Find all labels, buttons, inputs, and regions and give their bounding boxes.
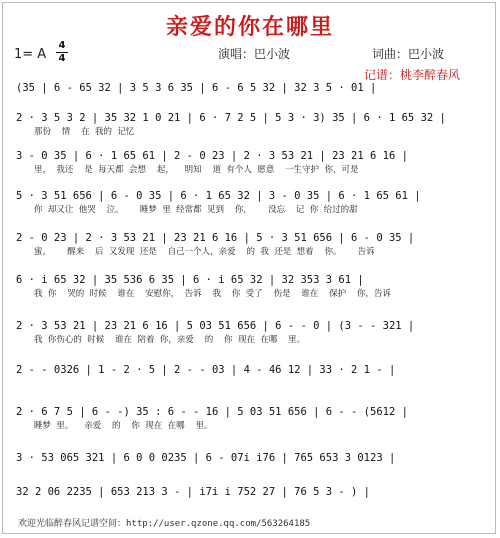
lyric-line-9: 睡梦 里。 亲爱 的 你 现在 在哪 里。 (34, 421, 213, 431)
notation-line-6: 6 · i 65 32 | 35 536 6 35 | 6 · i 65 32 | 32 353 3 61 | (16, 274, 364, 286)
notation-line-11: 32 2 06 2235 | 653 213 3 - | i7i i 752 27 | 76 5 3 - ) | (16, 486, 371, 498)
lyric-line-1 (34, 96, 486, 108)
lyric-line-5: 蜜， 醒来 后 又发现 还是 自己一个人，亲爱 的 我 还是 想着 你。 告诉 (34, 247, 375, 257)
notation-line-5: 2 - 0 23 | 2 · 3 53 21 | 23 21 6 16 | 5 · 3 51 656 | 6 - 0 35 | (16, 232, 415, 244)
lyric-line-4: 你 却又让 他哭 泣。 睡梦 里 经常都 见到 你， 没忘 记 你 给过的甜 (34, 205, 358, 215)
song-title: 亲爱的你在哪里 (165, 14, 334, 40)
notation-line-1: (35 | 6 - 65 32 | 3 5 3 6 35 | 6 - 6 5 32 | 32 3 5 · 01 | (16, 82, 377, 94)
recorder-credit: 记谱：桃李醉春风 (364, 68, 461, 82)
notation-line-4: 5 · 3 51 656 | 6 - 0 35 | 6 · 1 65 32 | 3 - 0 35 | 6 · 1 65 61 | (16, 190, 421, 202)
lyric-line-2: 那份 情 在 我的 记忆 (34, 127, 135, 137)
notation-line-3: 3 - 0 35 | 6 · 1 65 61 | 2 - 0 23 | 2 · 3 53 21 | 23 21 6 16 | (16, 150, 408, 162)
lyric-line-7: 我 你伤心的 时候 谁在 陪着 你，亲爱 的 你 现在 在哪 里。 (34, 335, 306, 345)
time-signature (56, 41, 68, 64)
notation-line-9: 2 · 6 7 5 | 6 - -) 35 : 6 - - 16 | 5 03 51 656 | 6 - - (5612 | (16, 406, 408, 418)
notation-line-8: 2 - - 0326 | 1 - 2 · 5 | 2 - - 03 | 4 - 46 12 | 33 · 2 1 - | (16, 364, 396, 376)
notation-line-10: 3 · 53 065 321 | 6 0 0 0235 | 6 - 07i i76 | 765 653 3 0123 | (16, 452, 396, 464)
lyric-line-10 (34, 466, 486, 478)
footer-link-text: 欢迎光临醉春风记谱空间：http://user.qzone.qq.com/563264185 (18, 519, 311, 529)
lyric-line-6: 我 你 哭的 时候 谁在 安慰你， 告诉 我 你 受了 伤是 谁在 保护 你，告诉 (34, 289, 391, 299)
lyric-line-11 (34, 500, 486, 512)
lyric-line-3: 里， 我还 是 每天都 会想 起， 明知 道 有个人 愿意 一生守护 你，可是 (34, 165, 359, 175)
notation-line-7: 2 · 3 53 21 | 23 21 6 16 | 5 03 51 656 | 6 - - 0 | (3 - - 321 | (16, 320, 415, 332)
singer-credit: 演唱：巴小波 (218, 47, 291, 61)
time-signature-bottom: 4 (58, 53, 66, 64)
lyric-line-8 (34, 378, 486, 390)
lyricist-credit: 词曲：巴小波 (372, 47, 445, 61)
notation-line-2: 2 · 3 5 3 2 | 35 32 1 0 21 | 6 · 7 2 5 | 5 3 · 3) 35 | 6 · 1 65 32 | (16, 112, 446, 124)
time-signature-top: 4 (58, 40, 66, 51)
key-signature: 1= A (14, 47, 47, 62)
